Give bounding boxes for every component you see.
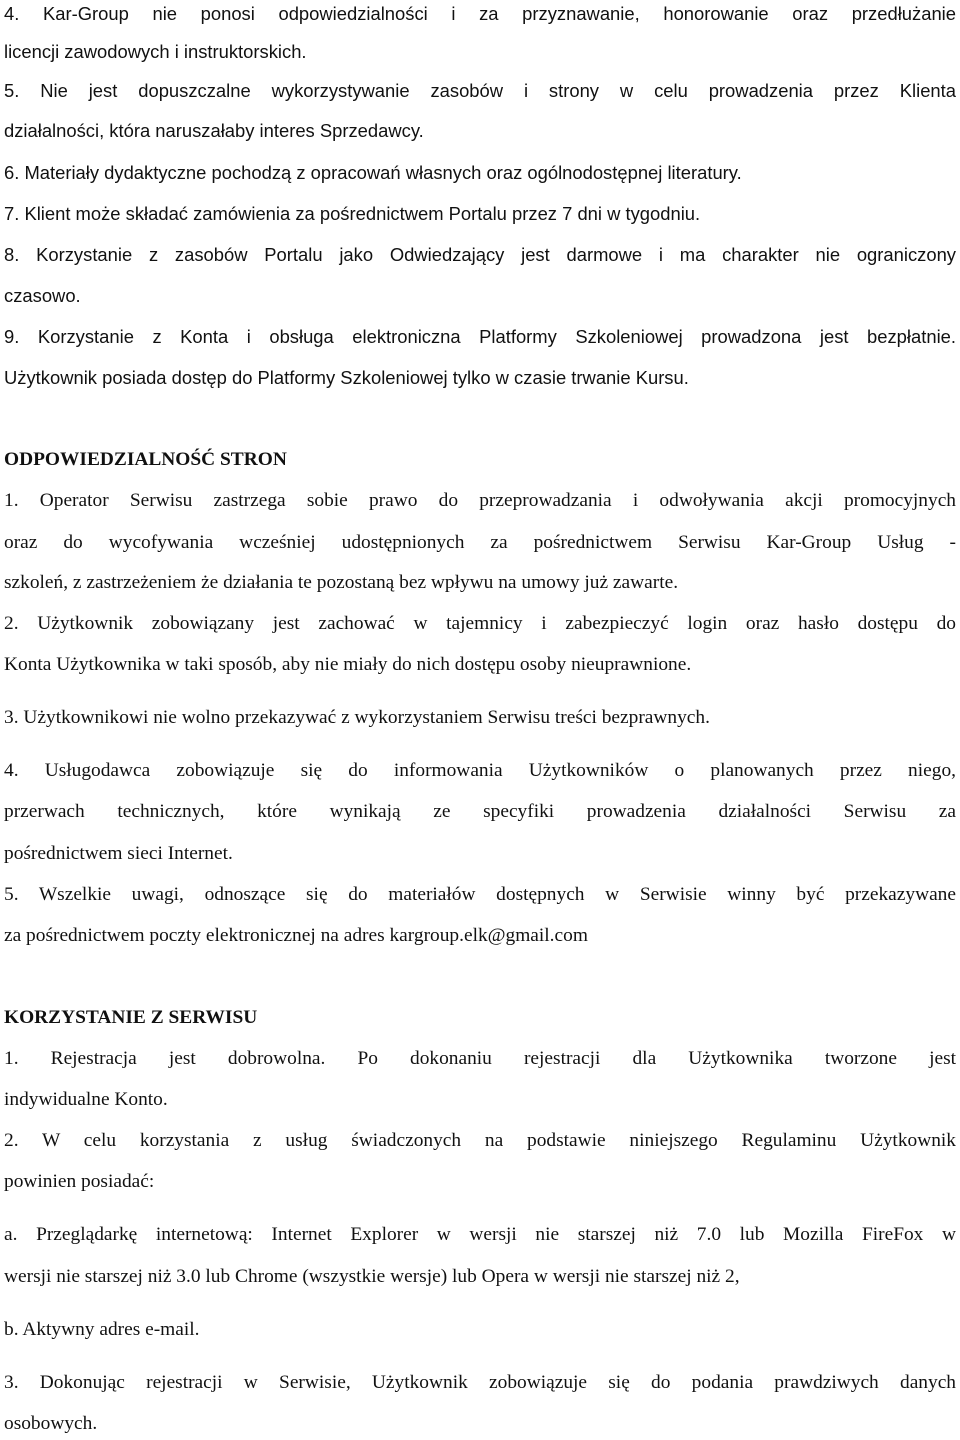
paragraph-line: 8. Korzystanie z zasobów Portalu jako Odwiedzający jest darmowe i ma charakter nie ograniczony (4, 244, 956, 265)
paragraph-line: wersji nie starszej niż 3.0 lub Chrome (wszystkie wersje) lub Opera w wersji nie starszej niż 2, (4, 1266, 740, 1287)
paragraph-line: indywidualne Konto. (4, 1089, 168, 1110)
paragraph-line: powinien posiadać: (4, 1171, 155, 1192)
paragraph-line: 2. W celu korzystania z usług świadczonych na podstawie niniejszego Regulaminu Użytkownik (4, 1130, 956, 1151)
paragraph-line: oraz do wycofywania wcześniej udostępnionych za pośrednictwem Serwisu Kar-Group Usług - (4, 532, 956, 553)
paragraph-line: 1. Rejestracja jest dobrowolna. Po dokonaniu rejestracji dla Użytkownika tworzone jest (4, 1048, 956, 1069)
paragraph-line: 1. Operator Serwisu zastrzega sobie prawo do przeprowadzania i odwoływania akcji promocyjnych (4, 490, 956, 511)
paragraph-line: 6. Materiały dydaktyczne pochodzą z opracowań własnych oraz ogólnodostępnej literatury. (4, 162, 742, 183)
paragraph-line: 4. Kar-Group nie ponosi odpowiedzialności i za przyznawanie, honorowanie oraz przedłużanie (4, 3, 956, 24)
paragraph-line: szkoleń, z zastrzeżeniem że działania te pozostaną bez wpływu na umowy już zawarte. (4, 572, 679, 593)
paragraph-line: osobowych. (4, 1413, 98, 1434)
paragraph-line: Konta Użytkownika w taki sposób, aby nie miały do nich dostępu osoby nieuprawnione. (4, 654, 692, 675)
paragraph-line: 3. Dokonując rejestracji w Serwisie, Użytkownik zobowiązuje się do podania prawdziwych danych (4, 1372, 956, 1393)
paragraph-line: za pośrednictwem poczty elektronicznej na adres kargroup.elk@gmail.com (4, 925, 588, 946)
section-heading-responsibility: ODPOWIEDZIALNOŚĆ STRON (4, 449, 287, 470)
paragraph-line: 4. Usługodawca zobowiązuje się do informowania Użytkowników o planowanych przez niego, (4, 760, 956, 781)
paragraph-line: pośrednictwem sieci Internet. (4, 843, 233, 864)
paragraph-line: a. Przeglądarkę internetową: Internet Explorer w wersji nie starszej niż 7.0 lub Mozilla FireFox w (4, 1224, 956, 1245)
section-heading-service-use: KORZYSTANIE Z SERWISU (4, 1007, 258, 1028)
paragraph-line: 5. Nie jest dopuszczalne wykorzystywanie zasobów i strony w celu prowadzenia przez Klienta (4, 80, 956, 101)
paragraph-line: 2. Użytkownik zobowiązany jest zachować w tajemnicy i zabezpieczyć login oraz hasło dostępu do (4, 613, 956, 634)
paragraph-line: 3. Użytkownikowi nie wolno przekazywać z wykorzystaniem Serwisu treści bezprawnych. (4, 707, 710, 728)
paragraph-line: 7. Klient może składać zamówienia za pośrednictwem Portalu przez 7 dni w tygodniu. (4, 203, 701, 224)
paragraph-line: b. Aktywny adres e-mail. (4, 1319, 200, 1340)
paragraph-line: licencji zawodowych i instruktorskich. (4, 41, 307, 62)
paragraph-line: czasowo. (4, 285, 81, 306)
paragraph-line: 9. Korzystanie z Konta i obsługa elektroniczna Platformy Szkoleniowej prowadzona jest bezpłatnie. (4, 326, 956, 347)
paragraph-line: działalności, która naruszałaby interes Sprzedawcy. (4, 120, 424, 141)
paragraph-line: Użytkownik posiada dostęp do Platformy Szkoleniowej tylko w czasie trwanie Kursu. (4, 367, 689, 388)
paragraph-line: 5. Wszelkie uwagi, odnoszące się do materiałów dostępnych w Serwisie winny być przekazywane (4, 884, 956, 905)
paragraph-line: przerwach technicznych, które wynikają ze specyfiki prowadzenia działalności Serwisu za (4, 801, 956, 822)
